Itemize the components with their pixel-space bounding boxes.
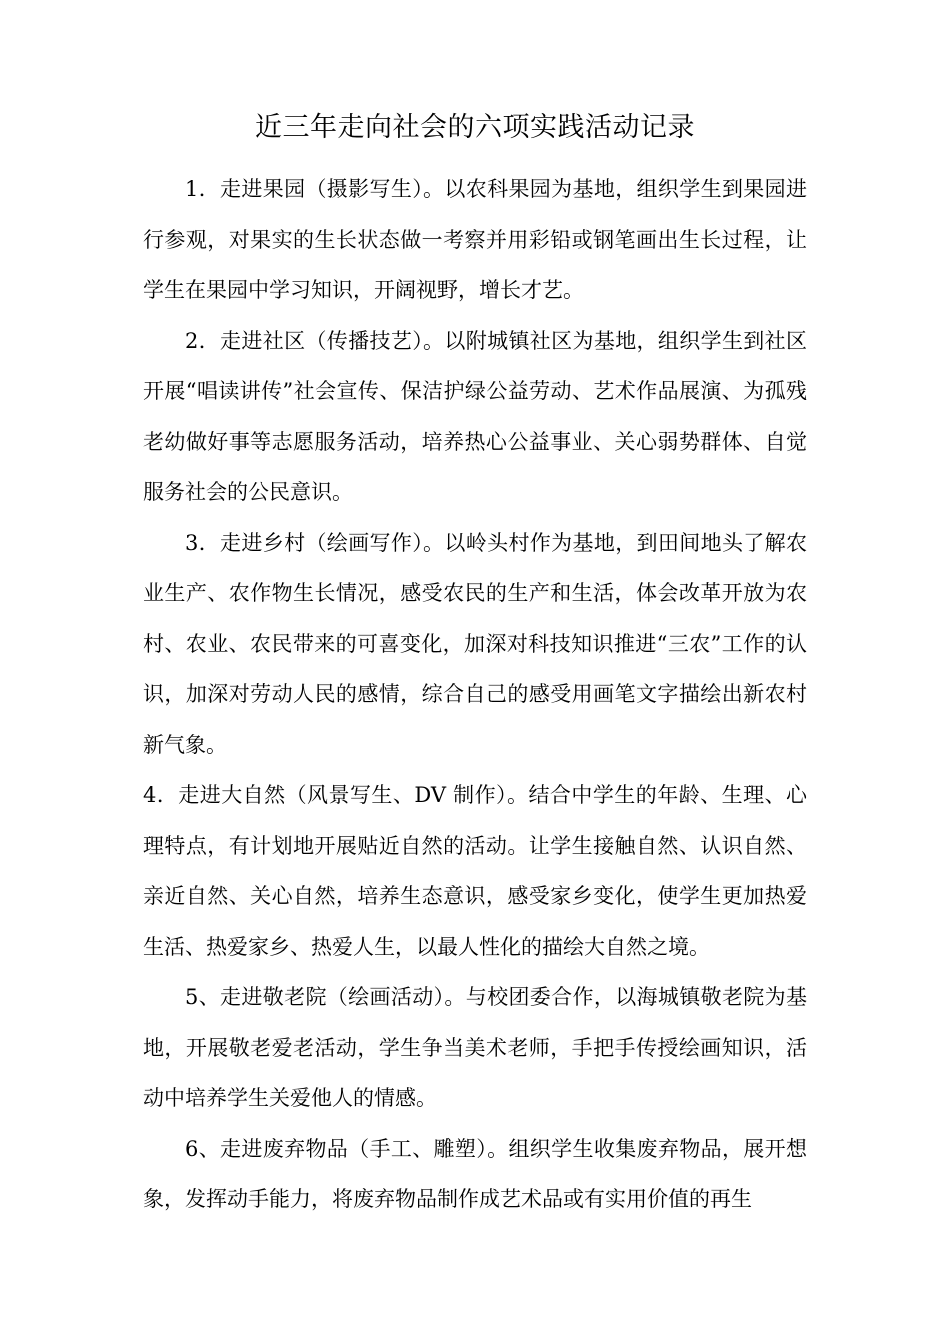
paragraph-recycling: 6、走进废弃物品（手工、雕塑）。组织学生收集废弃物品，展开想象，发挥动手能力，将废弃物品制作成艺术品或有实用价值的再生 <box>143 1136 807 1211</box>
paragraph-nursing-home: 5、走进敬老院（绘画活动）。与校团委合作，以海城镇敬老院为基地，开展敬老爱老活动，学生争当美术老师，手把手传授绘画知识，活动中培养学生关爱他人的情感。 <box>143 985 807 1110</box>
document-body <box>143 164 807 1225</box>
paragraph-orchard: 1．走进果园（摄影写生）。以农科果园为基地，组织学生到果园进行参观，对果实的生长状态做一考察并用彩铅或钢笔画出生长过程，让学生在果园中学习知识，开阔视野，增长才艺。 <box>143 177 807 302</box>
paragraph-village: 3．走进乡村（绘画写作）。以岭头村作为基地，到田间地头了解农业生产、农作物生长情况，感受农民的生产和生活，体会改革开放为农村、农业、农民带来的可喜变化，加深对科技知识推进“三农”工作的认识，加深对劳动人民的感情，综合自己的感受用画笔文字描绘出新农村新气象。 <box>143 530 807 757</box>
paragraph-nature: 4．走进大自然（风景写生、DV 制作）。结合中学生的年龄、生理、心理特点，有计划地开展贴近自然的活动。让学生接触自然、认识自然、亲近自然、关心自然，培养生态意识，感受家乡变化，使学生更加热爱生活、热爱家乡、热爱人生，以最人性化的描绘大自然之境。 <box>143 783 807 959</box>
paragraph-community: 2．走进社区（传播技艺）。以附城镇社区为基地，组织学生到社区开展“唱读讲传”社会宣传、保洁护绿公益劳动、艺术作品展演、为孤残老幼做好事等志愿服务活动，培养热心公益事业、关心弱势群体、自觉服务社会的公民意识。 <box>143 328 807 504</box>
document-title: 近三年走向社会的六项实践活动记录 <box>255 112 695 143</box>
